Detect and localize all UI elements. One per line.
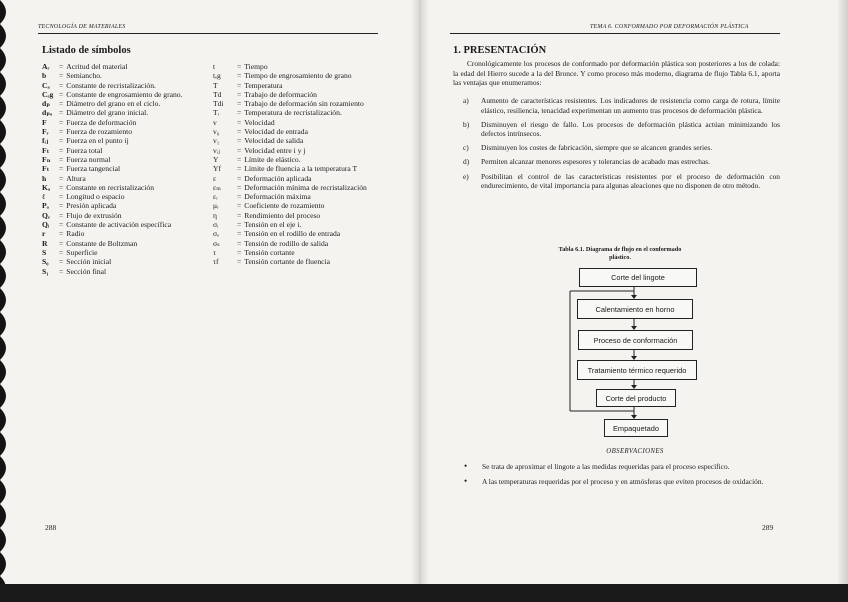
equals-sign: = [237, 71, 242, 81]
symbol-entry [42, 183, 190, 192]
symbol-description: Superficie [66, 247, 98, 257]
equals-sign: = [59, 266, 64, 276]
symbol-entry [213, 108, 371, 117]
symbol-entry [42, 81, 190, 90]
symbol: b [42, 71, 47, 81]
equals-sign: = [237, 257, 242, 267]
observation-item: • A las temperaturas requeridas por el proceso y en atmósferas que eviten procesos de oxidación. [462, 477, 780, 487]
scanner-bottom-border [0, 584, 848, 602]
symbol-description: Altura [66, 173, 86, 183]
symbol-description: Tensión cortante [244, 247, 295, 257]
equals-sign: = [237, 229, 242, 239]
symbol-description: Tensión cortante de fluencia [244, 257, 331, 267]
symbol-description: Constante de Boltzman [66, 238, 138, 248]
symbol-entry [213, 136, 371, 145]
symbol: Cₑg [42, 89, 54, 99]
symbol-entry [42, 174, 190, 183]
right-section-title: 1. PRESENTACIÓN [453, 45, 547, 56]
page-edge [838, 0, 848, 584]
symbol: h [42, 173, 47, 183]
advantage-item [455, 172, 780, 191]
symbol-entry [42, 257, 190, 266]
symbol: Fᵣ [42, 127, 49, 137]
symbol-entry [213, 71, 371, 80]
advantage-marker: c) [463, 143, 469, 153]
symbol-description: Deformación aplicada [244, 173, 312, 183]
symbol-entry [42, 164, 190, 173]
equals-sign: = [237, 99, 242, 109]
symbol-entry [213, 239, 371, 248]
symbol-description: Trabajo de deformación [244, 89, 317, 99]
left-page-number: 288 [45, 523, 57, 532]
symbol-entry [213, 118, 371, 127]
equals-sign: = [237, 154, 242, 164]
symbol-list-column-1 [42, 62, 190, 276]
symbol-entry [42, 90, 190, 99]
symbol-description: Radio [66, 229, 85, 239]
symbol: fᵢⱼ [42, 136, 49, 146]
symbol: Qₑ [42, 210, 50, 220]
equals-sign: = [59, 210, 64, 220]
symbol-description: Semiancho. [66, 71, 102, 81]
symbol-entry [213, 248, 371, 257]
equals-sign: = [237, 136, 242, 146]
flow-step-empaquetado: Empaquetado [604, 419, 668, 437]
equals-sign: = [237, 247, 242, 257]
equals-sign: = [59, 238, 64, 248]
symbol-description: Límite de fluencia a la temperatura T [244, 164, 358, 174]
symbol-description: Fuerza normal [66, 154, 111, 164]
symbol-entry [42, 108, 190, 117]
equals-sign: = [237, 89, 242, 99]
advantage-item [455, 157, 780, 167]
equals-sign: = [237, 145, 242, 155]
symbol-entry [213, 81, 371, 90]
symbol-entry [42, 118, 190, 127]
equals-sign: = [237, 108, 242, 118]
symbol-description: Tensión de rodillo de salida [244, 238, 329, 248]
right-page-number: 289 [762, 523, 774, 532]
symbol-entry [213, 155, 371, 164]
symbol-description: Coeficiente de rozamiento [244, 201, 325, 211]
symbol: Td [213, 89, 222, 99]
symbol: σᵢ [213, 220, 219, 230]
symbol-entry [42, 220, 190, 229]
symbol-entry [42, 201, 190, 210]
table-caption-line-1: Tabla 6.1. Diagrama de flujo en el conformado [558, 246, 682, 253]
symbol: F [42, 117, 47, 127]
symbol-entry [42, 146, 190, 155]
advantage-item [455, 120, 780, 139]
symbol: v [213, 117, 217, 127]
symbol-entry [42, 99, 190, 108]
symbol-description: Fuerza de deformación [66, 117, 137, 127]
flow-step-corte-lingote: Corte del lingote [579, 268, 697, 287]
flow-step-calentamiento: Calentamiento en horno [577, 299, 693, 319]
symbol-entry [42, 229, 190, 238]
equals-sign: = [237, 220, 242, 230]
symbol-entry [213, 211, 371, 220]
symbol-description: Constante de engrosamiento de grano. [66, 89, 183, 99]
symbol: dₚ [42, 99, 51, 109]
advantage-marker: d) [463, 157, 470, 167]
symbol-description: Fuerza tangencial [66, 164, 121, 174]
symbol: v₁ [213, 136, 220, 146]
symbol: Fₜ [42, 145, 50, 155]
symbol: Fₜ [42, 164, 50, 174]
symbol: Y [213, 154, 219, 164]
symbol: ε [213, 173, 217, 183]
symbol: dₚₒ [42, 108, 53, 118]
symbol-description: Trabajo de deformación sin rozamiento [244, 99, 364, 109]
symbol-description: Velocidad [244, 117, 275, 127]
equals-sign: = [59, 220, 64, 230]
symbol: S₀ [42, 257, 49, 267]
table-caption-line-2: plástico. [609, 253, 631, 261]
flow-step-tratamiento: Tratamiento térmico requerido [577, 360, 697, 380]
equals-sign: = [59, 108, 64, 118]
symbol-entry [42, 127, 190, 136]
symbol-description: Fuerza en el punto ij [66, 136, 129, 146]
equals-sign: = [237, 173, 242, 183]
table-caption [520, 246, 720, 261]
equals-sign: = [237, 127, 242, 137]
equals-sign: = [59, 89, 64, 99]
symbol-entry [213, 90, 371, 99]
symbol-description: Sección inicial [66, 257, 112, 267]
advantage-marker: e) [463, 171, 469, 181]
symbol-list-column-2 [213, 62, 371, 267]
symbol: τ [213, 247, 217, 257]
symbol: εᵣ [213, 192, 218, 202]
symbol: Fₙ [42, 154, 51, 164]
symbol: μᵣ [213, 201, 219, 211]
symbol: Cₐ [42, 80, 50, 90]
symbol-entry [213, 99, 371, 108]
symbol: Tdi [213, 99, 224, 109]
symbol: tₑg [213, 71, 221, 81]
symbol: t [213, 62, 216, 71]
symbol-description: Tiempo de engrosamiento de grano [244, 71, 352, 81]
symbol: η [213, 210, 217, 220]
symbol-description: Presión aplicada [66, 201, 117, 211]
equals-sign: = [59, 145, 64, 155]
equals-sign: = [237, 164, 242, 174]
symbol: T [213, 80, 218, 90]
symbol-entry [213, 174, 371, 183]
symbol-description: Fuerza total [66, 145, 103, 155]
symbol: S [42, 247, 47, 257]
symbol: S₁ [42, 266, 49, 276]
equals-sign: = [59, 229, 64, 239]
right-running-head: TEMA 6. CONFORMADO POR DEFORMACIÓN PLÁSTICA [590, 24, 749, 30]
symbol-description: Tensión en el eje i. [244, 220, 302, 230]
advantage-text: Aumento de características resistentes. Los indicadores de resistencia como carga de rotura, límite elástico, resiliencia, tenacidad experimentan un aumento tras procesos de deformación plástica. [481, 96, 780, 115]
equals-sign: = [59, 173, 64, 183]
symbol-description: Velocidad entre i y j [244, 145, 306, 155]
symbol: Qᵢ [42, 220, 50, 230]
equals-sign: = [237, 117, 242, 127]
symbol-description: Longitud o espacio [66, 192, 125, 202]
symbol-description: Constante de activación específica [66, 220, 172, 230]
symbol-description: Diámetro del grano inicial. [66, 108, 149, 118]
equals-sign: = [237, 182, 242, 192]
symbol-entry [213, 229, 371, 238]
symbol: vᵢⱼ [213, 145, 221, 155]
equals-sign: = [59, 127, 64, 137]
symbol-description: Temperatura de recristalización. [244, 108, 342, 118]
right-header-rule [450, 33, 780, 34]
equals-sign: = [59, 164, 64, 174]
advantage-item [455, 96, 780, 115]
symbol-entry [213, 220, 371, 229]
symbol-entry [42, 71, 190, 80]
advantage-text: Disminuyen el riesgo de fallo. Los procesos de deformación plástica actúan minimizando los defectos intrínsecos. [481, 119, 780, 139]
symbol-description: Constante en recristalización [66, 182, 155, 192]
observations-title: OBSERVACIONES [606, 448, 664, 455]
symbol-entry [213, 146, 371, 155]
symbol: σₑ [213, 229, 220, 239]
symbol-entry [213, 62, 371, 71]
book-gutter [411, 0, 429, 602]
symbol-entry [42, 248, 190, 257]
symbol-description: Flujo de extrusión [66, 210, 122, 220]
symbol-description: Tensión en el rodillo de entrada [244, 229, 341, 239]
symbol-description: Deformación mínima de recristalización [244, 182, 367, 192]
observations-list [462, 462, 780, 491]
symbol-description: Sección final [66, 266, 107, 276]
advantage-marker: a) [463, 96, 469, 105]
advantage-marker: b) [463, 119, 470, 129]
left-header-rule [38, 33, 378, 34]
equals-sign: = [237, 201, 242, 211]
symbol: r [42, 229, 46, 239]
symbol: σₛ [213, 238, 220, 248]
symbol: τf [213, 257, 219, 267]
equals-sign: = [237, 80, 242, 90]
symbol: Kₐ [42, 182, 51, 192]
symbol-entry [42, 155, 190, 164]
advantage-text: Disminuyen los costes de fabricación, siempre que se alcancen grandes series. [481, 143, 713, 153]
symbol-entry [42, 267, 190, 276]
equals-sign: = [237, 192, 242, 202]
equals-sign: = [237, 238, 242, 248]
left-section-title: Listado de símbolos [42, 45, 131, 56]
symbol: R [42, 238, 48, 248]
observation-item: • Se trata de aproximar el lingote a las medidas requeridas para el proceso específico. [462, 462, 780, 472]
symbol-entry [42, 136, 190, 145]
symbol-description: Velocidad de salida [244, 136, 304, 146]
symbol-entry [213, 257, 371, 266]
equals-sign: = [237, 210, 242, 220]
symbol-entry [42, 239, 190, 248]
symbol-description: Fuerza de rozamiento [66, 127, 133, 137]
symbol: ℓ [42, 192, 45, 202]
symbol-description: Tiempo [244, 62, 268, 71]
symbol-description: Temperatura [244, 80, 283, 90]
symbol-description: Diámetro del grano en el ciclo. [66, 99, 161, 109]
symbol-entry [213, 201, 371, 210]
symbol-description: Constante de recristalización. [66, 80, 156, 90]
symbol: Aᵣ [42, 62, 50, 71]
equals-sign: = [59, 80, 64, 90]
equals-sign: = [237, 62, 242, 71]
symbol-entry [42, 192, 190, 201]
symbol-entry [213, 183, 371, 192]
advantage-text: Posibilitan el control de las características resistentes por el proceso de deformación con endurecimiento, de vital importancia para algunas aleaciones que no disponen de otro método. [481, 171, 780, 191]
symbol-description: Acritud del material [66, 62, 128, 71]
symbol-entry [42, 211, 190, 220]
flow-step-conformacion: Proceso de conformación [578, 330, 693, 350]
equals-sign: = [59, 117, 64, 127]
symbol-description: Rendimiento del proceso [244, 210, 321, 220]
symbol-description: Deformación máxima [244, 192, 311, 202]
equals-sign: = [59, 154, 64, 164]
symbol-description: Límite de elástico. [244, 154, 301, 164]
binding-edge [0, 0, 20, 602]
symbol: Pₐ [42, 201, 49, 211]
intro-paragraph: Cronológicamente los procesos de conformado por deformación plástica son posteriores a los de colada: la edad del Hierro sucede a la del Bronce. Y como proceso más moderno, diagrama de flujo Tabla 6.1, aporta las ventajas que enumeramos: [453, 59, 780, 88]
equals-sign: = [59, 257, 64, 267]
symbol-entry [213, 164, 371, 173]
symbol-description: Velocidad de entrada [244, 127, 308, 137]
symbol: v₀ [213, 127, 220, 137]
left-running-head: TECNOLOGÍA DE MATERIALES [38, 24, 126, 30]
equals-sign: = [59, 136, 64, 146]
symbol-entry [213, 192, 371, 201]
symbol-entry [42, 62, 190, 71]
symbol: Tᵣ [213, 108, 220, 118]
advantage-text: Permiten alcanzar menores espesores y tolerancias de acabado mas estrechas. [481, 157, 711, 167]
equals-sign: = [59, 99, 64, 109]
advantage-item [455, 143, 780, 153]
symbol-entry [213, 127, 371, 136]
flow-step-corte-producto: Corte del producto [596, 389, 676, 407]
equals-sign: = [59, 247, 64, 257]
equals-sign: = [59, 71, 64, 81]
symbol: Yf [213, 164, 222, 174]
equals-sign: = [59, 201, 64, 211]
symbol: εₘ [213, 182, 221, 192]
equals-sign: = [59, 182, 64, 192]
advantages-list [455, 96, 780, 195]
equals-sign: = [59, 192, 64, 202]
equals-sign: = [59, 62, 64, 71]
